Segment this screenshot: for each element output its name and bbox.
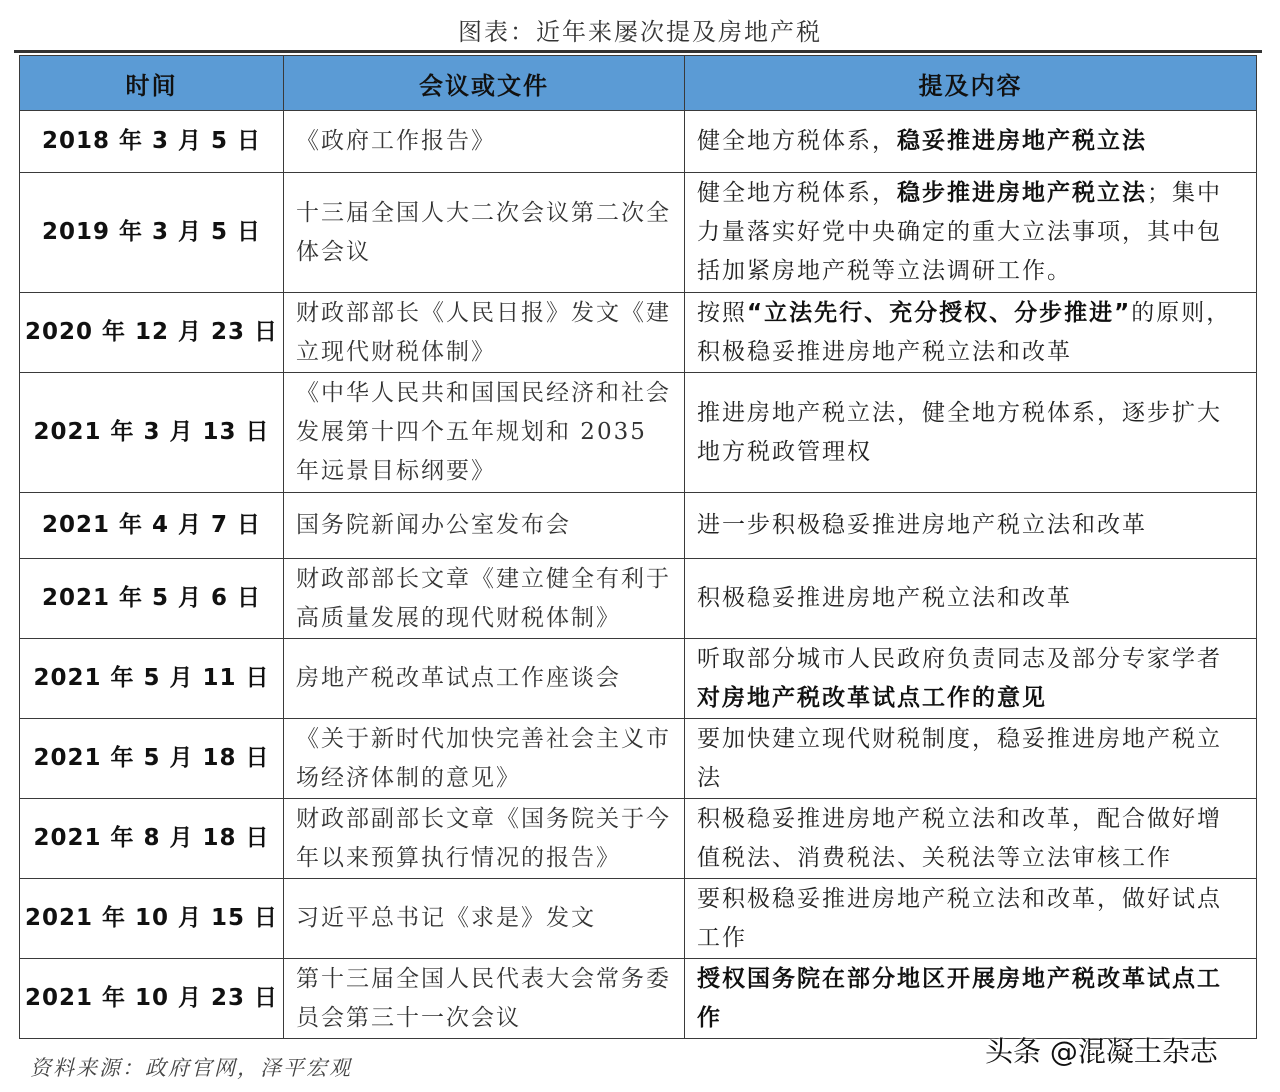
header-date: 时间 xyxy=(20,56,284,111)
table-row xyxy=(20,959,1257,1039)
table-row xyxy=(20,293,1257,373)
cell-document: 财政部副部长文章《国务院关于今年以来预算执行情况的报告》 xyxy=(284,799,685,879)
cell-content xyxy=(685,111,1257,173)
cell-date: 2021 年 5 月 18 日 xyxy=(20,719,284,799)
table-row xyxy=(20,111,1257,173)
table-row xyxy=(20,879,1257,959)
cell-date: 2020 年 12 月 23 日 xyxy=(20,293,284,373)
content-text: 健全地方税体系， xyxy=(697,128,897,154)
content-text: 要加快建立现代财税制度，稳妥推进房地产税立法 xyxy=(697,725,1222,791)
content-text: 要积极稳妥推进房地产税立法和改革，做好试点工作 xyxy=(697,885,1222,951)
cell-document: 财政部部长文章《建立健全有利于高质量发展的现代财税体制》 xyxy=(284,559,685,639)
cell-document: 国务院新闻办公室发布会 xyxy=(284,493,685,559)
cell-document: 《政府工作报告》 xyxy=(284,111,685,173)
cell-document: 习近平总书记《求是》发文 xyxy=(284,879,685,959)
content-emphasis: 授权国务院在部分地区开展房地产税改革试点工作 xyxy=(697,965,1222,1031)
watermark: 头条 @混凝土杂志 xyxy=(985,1035,1218,1068)
content-emphasis: 稳妥推进房地产税立法 xyxy=(897,128,1147,154)
table-row xyxy=(20,493,1257,559)
source-note: 资料来源：政府官网，泽平宏观 xyxy=(30,1056,352,1080)
cell-document: 房地产税改革试点工作座谈会 xyxy=(284,639,685,719)
header-document: 会议或文件 xyxy=(284,56,685,111)
cell-document: 财政部部长《人民日报》发文《建立现代财税体制》 xyxy=(284,293,685,373)
content-text: 健全地方税体系， xyxy=(697,180,897,206)
cell-date: 2021 年 8 月 18 日 xyxy=(20,799,284,879)
table-row xyxy=(20,373,1257,493)
figure-caption: 图表：近年来屡次提及房地产税 xyxy=(458,18,822,46)
cell-document: 《关于新时代加快完善社会主义市场经济体制的意见》 xyxy=(284,719,685,799)
cell-content xyxy=(685,559,1257,639)
cell-document: 第十三届全国人民代表大会常务委员会第三十一次会议 xyxy=(284,959,685,1039)
cell-content xyxy=(685,173,1257,293)
header-content: 提及内容 xyxy=(685,56,1257,111)
content-text: 推进房地产税立法，健全地方税体系，逐步扩大地方税政管理权 xyxy=(697,399,1222,465)
content-emphasis: 稳步推进房地产税立法 xyxy=(897,180,1147,206)
table-row xyxy=(20,719,1257,799)
content-text: 积极稳妥推进房地产税立法和改革 xyxy=(697,585,1072,611)
cell-document: 《中华人民共和国国民经济和社会发展第十四个五年规划和 2035 年远景目标纲要》 xyxy=(284,373,685,493)
content-emphasis: 对房地产税改革试点工作的意见 xyxy=(697,684,1047,711)
cell-content xyxy=(685,959,1257,1039)
cell-document: 十三届全国人大二次会议第二次全体会议 xyxy=(284,173,685,293)
content-text: ；集中力量落实好党中央确定的重大立法事项，其中包括加紧房地产税等立法调研工作。 xyxy=(697,180,1222,284)
cell-date: 2021 年 3 月 13 日 xyxy=(20,373,284,493)
cell-date: 2018 年 3 月 5 日 xyxy=(20,111,284,173)
cell-date: 2021 年 10 月 15 日 xyxy=(20,879,284,959)
policy-table xyxy=(19,55,1257,1039)
cell-content xyxy=(685,493,1257,559)
top-rule xyxy=(14,50,1262,53)
content-text: 进一步积极稳妥推进房地产税立法和改革 xyxy=(697,512,1147,538)
cell-content xyxy=(685,719,1257,799)
cell-date: 2021 年 5 月 6 日 xyxy=(20,559,284,639)
table-row xyxy=(20,559,1257,639)
table-row xyxy=(20,173,1257,293)
cell-content xyxy=(685,293,1257,373)
table-row xyxy=(20,639,1257,719)
cell-date: 2021 年 5 月 11 日 xyxy=(20,639,284,719)
content-text: 积极稳妥推进房地产税立法和改革，配合做好增值税法、消费税法、关税法等立法审核工作 xyxy=(697,805,1222,871)
cell-date: 2021 年 4 月 7 日 xyxy=(20,493,284,559)
cell-content xyxy=(685,879,1257,959)
content-emphasis: “立法先行、充分授权、分步推进” xyxy=(747,299,1132,326)
cell-date: 2021 年 10 月 23 日 xyxy=(20,959,284,1039)
table-row xyxy=(20,799,1257,879)
content-text: 按照 xyxy=(697,299,747,326)
cell-content xyxy=(685,373,1257,493)
content-text: 的原则，积极稳妥推进房地产税立法和改革 xyxy=(697,299,1232,365)
table-header-row xyxy=(20,56,1257,111)
content-text: 听取部分城市人民政府负责同志及部分专家学者 xyxy=(697,645,1222,672)
cell-date: 2019 年 3 月 5 日 xyxy=(20,173,284,293)
cell-content xyxy=(685,639,1257,719)
cell-content xyxy=(685,799,1257,879)
